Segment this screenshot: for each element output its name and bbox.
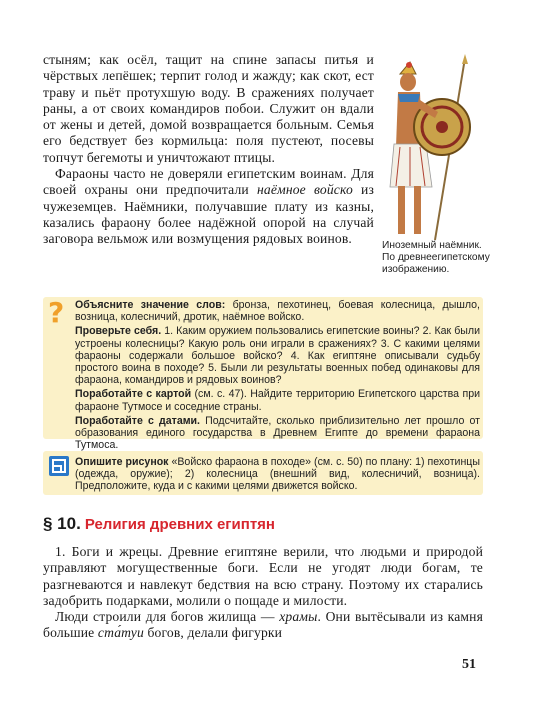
section-paragraph-2-part1: Люди строили для богов жилища — [55,609,280,625]
section-paragraph-2-part2: . Они вытёсывали из камня большие [43,609,483,641]
explain-text: бронза, пехотинец, боевая колесница, дышло, возница, колесничий, дротик, наёмное войско. [75,299,480,324]
section-number: § 10. [43,514,81,533]
map-task [75,388,480,412]
describe-label: Опишите рисунок [75,456,169,468]
term-temples: храмы [279,609,318,625]
check-yourself [75,325,480,386]
describe-body: «Войско фараона в походе» (см. с. 50) по плану: 1) пехотинцы (одежда, оружие); 2) колесница (внешний вид, колесничий, возница). Предположите, куда и с какими целями движется войско. [75,456,480,493]
paragraph-2 [43,166,374,247]
section-title: Религия древних египтян [84,516,275,533]
section-paragraph-2-part3: богов, делали фигурки [143,625,283,641]
explain-label: Объясните значение слов: [75,299,226,311]
map-label: Поработайте с картой [75,388,192,401]
main-text-column [43,52,374,248]
paragraph-1: стыням; как осёл, тащит на спине запасы питья и чёрствых лепёшек; терпит голод и жажду; как скот, ест траву и пьёт протухшую воду. В сражениях получает раны, а от своих командиров побои. Служит он вдали от жены и детей, домой возвращается больным. Семья его бедствует без кормильца: поля пустеют, посевы топчут бегемоты и уничтожают птицы. [43,52,374,165]
questions-text [75,299,480,453]
dates-label: Поработайте с датами. [75,414,200,427]
section-body [43,544,483,642]
section-paragraph-2 [43,609,483,642]
figure-caption: Иноземный наёмник. По древнеегипетскому изображению. [382,240,490,275]
paragraph-2-part2: из чужеземцев. Наёмники, получавшие плату из казны, казались фараону более надёжной опорой на случай заговора вельмож или возмущения рядовых воинов. [43,182,375,247]
explain-words [75,299,480,323]
section-paragraph-1: 1. Боги и жрецы. Древние египтяне верили, что людьми и природой управляют могущественные боги. Если не угодят люди богам, те разгневаются и навлекут бедствия на всю страну. Поэтому их старались задобрить подарками, молили о пощаде и милости. [43,544,483,608]
page-number: 51 [462,657,476,672]
dates-text: Подсчитайте, сколько приблизительно лет прошло от образования единого государства в Древнем Египте до времени фараона Тутмоса. [75,414,480,452]
describe-text [75,456,480,493]
dates-task [75,415,480,452]
term-statues: ста́туи [97,625,144,641]
term-mercenary-army: наёмное войско [256,182,353,198]
picture-task-icon [49,456,69,476]
question-mark-icon: ? [48,296,65,329]
map-text: (см. с. 47). Найдите территорию Египетского царства при фараоне Тутмосе и соседние страны. [75,388,480,413]
section-heading [43,514,483,534]
mercenary-illustration [380,52,490,242]
check-text: 1. Каким оружием пользовались египетские воины? 2. Как были устроены колесницы? Какую роль они играли в сражениях? 3. С какими целями фараоны содержали большое войско? 4. Как египтяне описывали судьбу простого воина в походе? 5. Были ли результаты военных побед одинаковы для фараона, командиров и рядовых воинов? [75,325,480,387]
check-label: Проверьте себя. [75,325,162,338]
paragraph-2-part1: Фараоны часто не доверяли египетским воинам. Для своей охраны они предпочитали [43,166,374,198]
